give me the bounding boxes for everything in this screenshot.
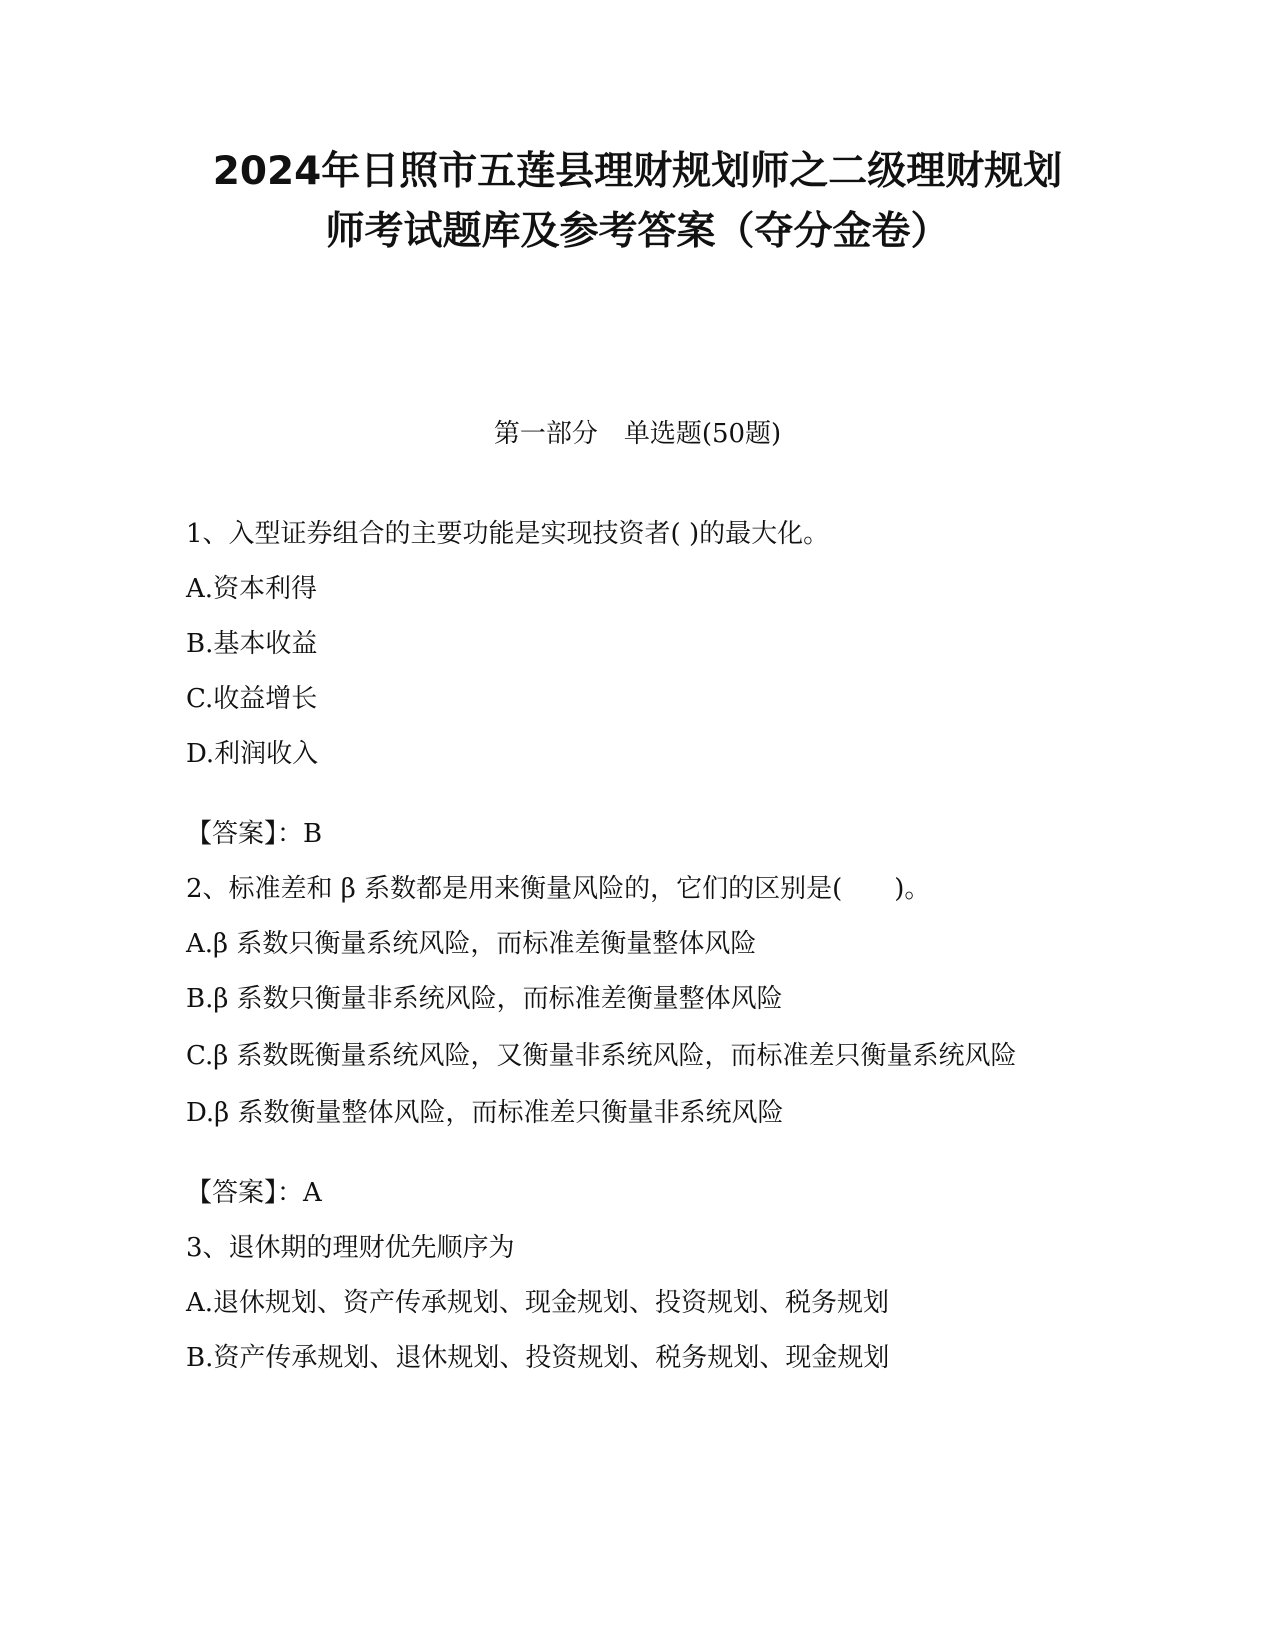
option-b: B.资产传承规划、退休规划、投资规划、税务规划、现金规划 — [186, 1343, 890, 1373]
answer-label: 【答案】：A — [186, 1178, 322, 1208]
option-b: B.基本收益 — [186, 629, 318, 659]
option-a: A.资本利得 — [186, 574, 318, 604]
option-c: C.β 系数既衡量系统风险，又衡量非系统风险，而标准差只衡量系统风险 — [186, 1041, 1017, 1071]
option-d: D.β 系数衡量整体风险，而标准差只衡量非系统风险 — [186, 1098, 784, 1128]
option-d: D.利润收入 — [186, 739, 319, 769]
title-line-2: 师考试题库及参考答案（夺分金卷） — [325, 209, 950, 254]
question-stem: 1、入型证券组合的主要功能是实现技资者( )的最大化。 — [186, 519, 830, 549]
question-2 — [186, 869, 1086, 1213]
title-line-1: 2024年日照市五莲县理财规划师之二级理财规划 — [212, 149, 1063, 194]
question-stem: 2、标准差和 β 系数都是用来衡量风险的，它们的区别是( )。 — [186, 874, 931, 904]
option-a: A.β 系数只衡量系统风险，而标准差衡量整体风险 — [186, 929, 757, 959]
option-c: C.收益增长 — [186, 684, 318, 714]
question-3 — [186, 1228, 1086, 1378]
section-heading: 第一部分 单选题(50题) — [493, 419, 782, 449]
option-b: B.β 系数只衡量非系统风险，而标准差衡量整体风险 — [186, 984, 783, 1014]
answer-label: 【答案】：B — [186, 819, 323, 849]
document-title — [160, 142, 1115, 262]
question-list — [186, 514, 1086, 1393]
question-stem: 3、退休期的理财优先顺序为 — [186, 1233, 515, 1263]
option-a: A.退休规划、资产传承规划、现金规划、投资规划、税务规划 — [186, 1288, 890, 1318]
question-1 — [186, 514, 1086, 854]
